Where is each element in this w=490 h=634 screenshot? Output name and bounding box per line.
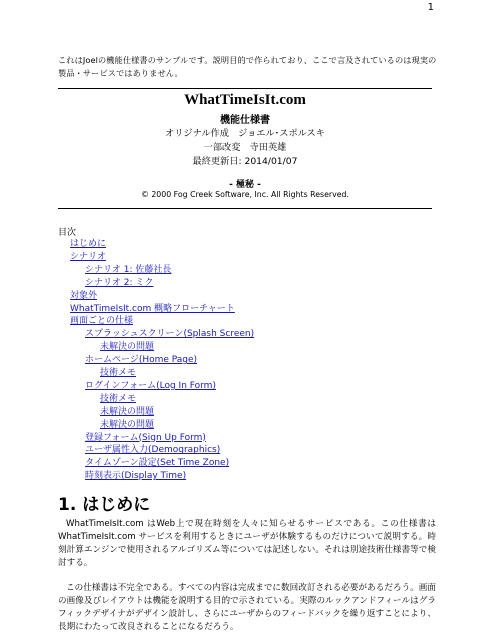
toc-link[interactable]: シナリオ <box>70 251 106 262</box>
page-number: 1 <box>427 2 434 13</box>
toc-link[interactable]: タイムゾーン設定(Set Time Zone) <box>85 458 230 469</box>
toc-link[interactable]: 技術メモ <box>100 393 137 404</box>
toc-link[interactable]: 画面ごとの仕様 <box>70 316 134 327</box>
toc-link[interactable]: ログインフォーム(Log In Form) <box>85 380 216 391</box>
last-updated: 最終更新日: 2014/01/07 <box>192 156 298 167</box>
sample-notice: これはJoelの機能仕様書のサンプルです。説明目的で作られており、ここで言及されているのは現実の製品・サービスではありません。 <box>58 55 437 78</box>
toc-link[interactable]: ホームページ(Home Page) <box>85 355 198 366</box>
toc-link[interactable]: はじめに <box>70 239 107 249</box>
toc-link[interactable]: 未解決の問題 <box>100 419 155 430</box>
toc-link[interactable]: 時刻表示(Display Time) <box>85 471 187 482</box>
author-line: オリジナル作成 ジョエル･スポルスキ <box>165 128 325 139</box>
document-subtitle: 機能仕様書 <box>220 115 270 126</box>
intro-paragraph: WhatTimeIsIt.com はWeb上で現在時刻を人々に知らせるサービスである。この仕様書は WhatTimeIsIt.com サービスを利用するときにユーザが体験するものだけについて説明する。時刻計算エンジンで使用されるアルゴリズム等については記述しない。それは別途技術仕様書等で検討する。 <box>58 519 436 568</box>
toc-link[interactable]: 未解決の問題 <box>100 342 155 353</box>
top-divider <box>58 88 432 89</box>
toc-link[interactable]: 対象外 <box>70 290 98 301</box>
section-heading: 1. はじめに <box>58 495 151 515</box>
toc-link[interactable]: WhatTimeIsIt.com 概略フローチャート <box>70 303 235 314</box>
spec-status-paragraph: この仕様書は不完全である。すべての内容は完成までに数回改訂される必要があるだろう。画面の画像及びレイアウトは機能を説明する目的で示されている。実際のルックアンドフィールはグラフィックデザイナがデザイン設計し、さらにユーザからのフィードバックを繰り返すことにより、長期にわたって改良されることになるだろう。 <box>58 583 436 632</box>
toc-link[interactable]: シナリオ 1: 佐藤社長 <box>85 264 172 275</box>
copyright-line: © 2000 Fog Creek Software, Inc. All Rights Reserved. <box>141 190 349 199</box>
toc-link[interactable]: シナリオ 2: ミク <box>85 277 154 288</box>
toc-link[interactable]: 未解決の問題 <box>100 406 155 417</box>
editor-line: 一部改変 寺田英雄 <box>203 142 287 153</box>
toc-heading: 目次 <box>58 228 77 238</box>
toc-link[interactable]: スプラッシュスクリーン(Splash Screen) <box>85 329 255 340</box>
confidential-label: - 極秘 - <box>229 180 261 190</box>
toc-link[interactable]: 登録フォーム(Sign Up Form) <box>85 432 206 443</box>
header-divider <box>58 208 432 209</box>
document-title: WhatTimeIsIt.com <box>184 92 306 108</box>
toc-link[interactable]: 技術メモ <box>100 368 137 378</box>
toc-link[interactable]: ユーザ属性入力(Demographics) <box>85 445 221 456</box>
